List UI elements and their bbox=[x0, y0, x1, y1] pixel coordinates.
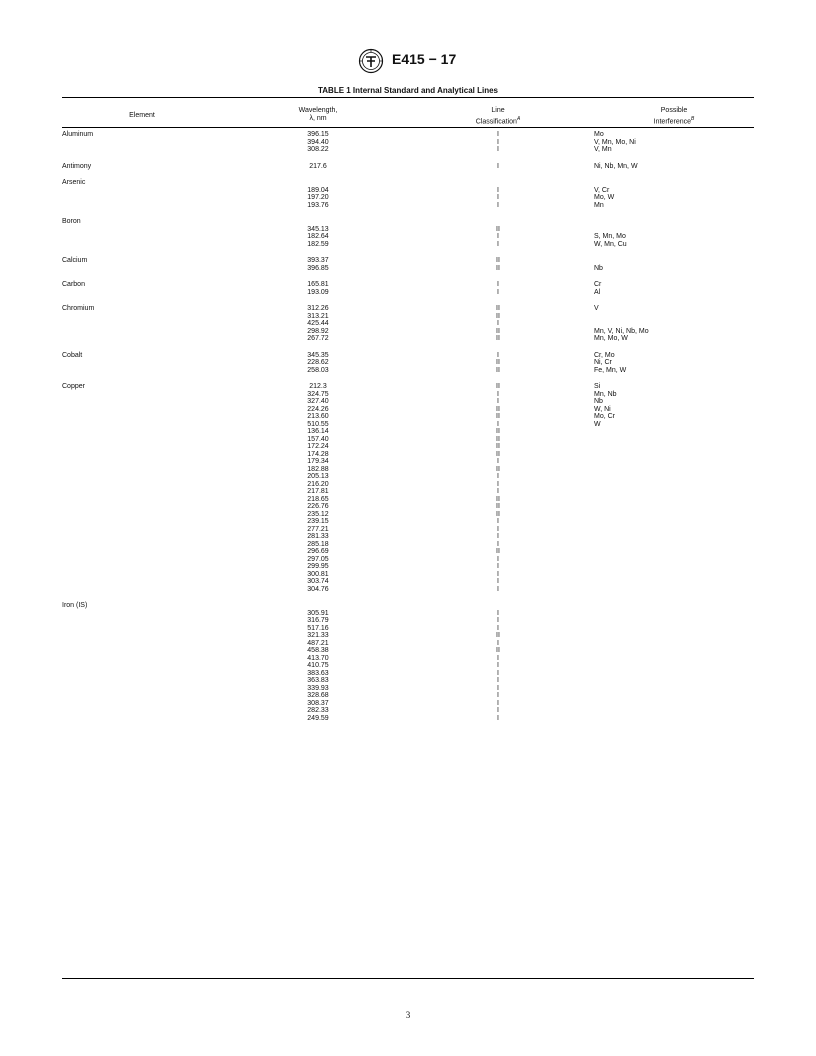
element-name: Copper bbox=[62, 383, 85, 390]
classification-cell: II bbox=[496, 366, 500, 374]
table-row bbox=[0, 436, 816, 444]
interference-cell: Mn bbox=[594, 201, 604, 209]
table-row bbox=[0, 359, 816, 367]
classification-cell: I bbox=[497, 458, 499, 465]
column-header-classification-line2: Classification bbox=[475, 118, 517, 126]
page-header bbox=[0, 48, 816, 76]
wavelength-cell: 205.13 bbox=[307, 473, 329, 480]
classification-cell: I bbox=[497, 240, 499, 248]
table-row bbox=[0, 281, 816, 289]
wavelength-cell: 394.40 bbox=[307, 138, 329, 146]
wavelength-cell: 517.16 bbox=[307, 624, 329, 632]
table-row bbox=[0, 640, 816, 648]
table-row bbox=[0, 421, 816, 429]
classification-cell: I bbox=[497, 525, 499, 533]
table-row bbox=[0, 533, 816, 541]
wavelength-cell: 136.14 bbox=[307, 428, 329, 435]
classification-cell: II bbox=[496, 335, 500, 342]
classification-cell: I bbox=[497, 138, 499, 146]
table-row bbox=[0, 367, 816, 375]
table-row bbox=[0, 451, 816, 459]
wavelength-cell: 285.18 bbox=[307, 540, 329, 548]
wavelength-cell: 393.37 bbox=[307, 257, 329, 264]
wavelength-cell: 396.85 bbox=[307, 264, 329, 272]
wavelength-cell: 296.69 bbox=[307, 548, 329, 555]
column-header-wavelength bbox=[268, 107, 368, 123]
table-row bbox=[0, 677, 816, 685]
table-row bbox=[0, 670, 816, 678]
wavelength-cell: 197.20 bbox=[307, 194, 329, 201]
interference-cell: Mn, Nb bbox=[594, 390, 617, 398]
wavelength-cell: 297.05 bbox=[307, 555, 329, 563]
element-name: Iron (IS) bbox=[62, 602, 88, 609]
interference-cell: V, Mn, Mo, Ni bbox=[594, 138, 636, 146]
table-row bbox=[0, 233, 816, 241]
table-row bbox=[0, 602, 816, 610]
table-row bbox=[0, 257, 816, 265]
wavelength-cell: 228.62 bbox=[307, 359, 329, 366]
wavelength-cell: 172.24 bbox=[307, 443, 329, 450]
wavelength-cell: 249.59 bbox=[307, 714, 329, 722]
table-row bbox=[0, 320, 816, 328]
table-top-rule bbox=[62, 97, 754, 98]
classification-cell: I bbox=[497, 669, 499, 677]
table-row bbox=[0, 526, 816, 534]
classification-cell: II bbox=[496, 264, 500, 272]
table-row bbox=[0, 218, 816, 226]
wavelength-cell: 413.70 bbox=[307, 654, 329, 662]
interference-cell: V, Mn bbox=[594, 146, 612, 153]
column-header-classification-line1: Line bbox=[491, 107, 505, 114]
classification-cell: II bbox=[496, 257, 500, 264]
classification-cell: I bbox=[497, 233, 499, 240]
classification-cell: II bbox=[496, 548, 500, 555]
table-row bbox=[0, 541, 816, 549]
element-group bbox=[0, 305, 816, 343]
wavelength-cell: 363.83 bbox=[307, 677, 329, 684]
wavelength-cell: 212.3 bbox=[309, 383, 327, 390]
table-row bbox=[0, 662, 816, 670]
wavelength-cell: 313.21 bbox=[307, 312, 329, 320]
classification-cell: I bbox=[497, 585, 499, 593]
element-group bbox=[0, 281, 816, 296]
page-number: 3 bbox=[405, 1010, 411, 1020]
wavelength-cell: 189.04 bbox=[307, 186, 329, 194]
wavelength-cell: 224.26 bbox=[307, 405, 329, 413]
table-row bbox=[0, 305, 816, 313]
classification-cell: I bbox=[497, 662, 499, 669]
wavelength-cell: 239.15 bbox=[307, 518, 329, 525]
wavelength-cell: 487.21 bbox=[307, 639, 329, 647]
wavelength-cell: 165.81 bbox=[307, 281, 329, 288]
classification-cell: II bbox=[496, 647, 500, 654]
element-name: Antimony bbox=[62, 162, 92, 170]
element-name: Chromium bbox=[62, 305, 95, 312]
interference-cell: Ni, Cr bbox=[594, 359, 612, 366]
classification-cell: I bbox=[497, 639, 499, 647]
wavelength-cell: 182.88 bbox=[307, 465, 329, 473]
classification-cell: I bbox=[497, 707, 499, 714]
interference-cell: Fe, Mn, W bbox=[594, 366, 627, 374]
wavelength-cell: 298.92 bbox=[307, 327, 329, 335]
footnote-marker-b: B bbox=[691, 116, 695, 122]
classification-cell: I bbox=[497, 480, 499, 488]
classification-cell: I bbox=[497, 684, 499, 692]
table-row bbox=[0, 586, 816, 594]
classification-cell: I bbox=[497, 201, 499, 209]
wavelength-cell: 316.79 bbox=[307, 617, 329, 624]
table-row bbox=[0, 413, 816, 421]
wavelength-cell: 345.35 bbox=[307, 351, 329, 359]
table-row bbox=[0, 466, 816, 474]
wavelength-cell: 308.37 bbox=[307, 699, 329, 707]
table-row bbox=[0, 265, 816, 273]
wavelength-cell: 282.33 bbox=[307, 707, 329, 714]
table-row bbox=[0, 496, 816, 504]
classification-cell: I bbox=[497, 351, 499, 359]
classification-cell: I bbox=[497, 320, 499, 327]
classification-cell: I bbox=[497, 540, 499, 548]
element-group bbox=[0, 131, 816, 154]
classification-cell: I bbox=[497, 194, 499, 201]
classification-cell: I bbox=[497, 692, 499, 699]
wavelength-cell: 193.76 bbox=[307, 201, 329, 209]
classification-cell: I bbox=[497, 609, 499, 617]
table-row bbox=[0, 146, 816, 154]
interference-cell: Cr bbox=[594, 281, 602, 288]
classification-cell: II bbox=[496, 443, 500, 450]
classification-cell: II bbox=[496, 465, 500, 473]
table-row bbox=[0, 352, 816, 360]
table-bottom-rule bbox=[62, 978, 754, 979]
table-header-rule bbox=[62, 127, 754, 128]
interference-cell: Mo, Cr bbox=[594, 413, 615, 420]
column-header-element-label: Element bbox=[129, 112, 155, 119]
table-row bbox=[0, 391, 816, 399]
interference-cell: W, Ni bbox=[594, 405, 611, 413]
element-name: Aluminum bbox=[62, 131, 94, 138]
wavelength-cell: 277.21 bbox=[307, 525, 329, 533]
table-row bbox=[0, 610, 816, 618]
element-group bbox=[0, 163, 816, 171]
element-group bbox=[0, 602, 816, 722]
interference-cell: V, Cr bbox=[594, 186, 610, 194]
classification-cell: II bbox=[496, 359, 500, 366]
classification-cell: II bbox=[496, 225, 500, 233]
classification-cell: I bbox=[497, 555, 499, 563]
classification-cell: II bbox=[496, 312, 500, 320]
classification-cell: I bbox=[497, 473, 499, 480]
table-row bbox=[0, 443, 816, 451]
classification-cell: II bbox=[496, 305, 500, 312]
classification-cell: II bbox=[496, 450, 500, 458]
wavelength-cell: 299.95 bbox=[307, 563, 329, 570]
wavelength-cell: 410.75 bbox=[307, 662, 329, 669]
classification-cell: I bbox=[497, 624, 499, 632]
element-name: Arsenic bbox=[62, 179, 86, 186]
classification-cell: I bbox=[497, 288, 499, 296]
classification-cell: I bbox=[497, 420, 499, 428]
classification-cell: II bbox=[496, 413, 500, 420]
table-row bbox=[0, 383, 816, 391]
table-row bbox=[0, 511, 816, 519]
interference-cell: W bbox=[594, 420, 601, 428]
table-row bbox=[0, 335, 816, 343]
classification-cell: II bbox=[496, 435, 500, 443]
wavelength-cell: 339.93 bbox=[307, 684, 329, 692]
classification-cell: II bbox=[496, 327, 500, 335]
wavelength-cell: 235.12 bbox=[307, 510, 329, 518]
classification-cell: II bbox=[496, 632, 500, 639]
classification-cell: I bbox=[497, 563, 499, 570]
classification-cell: I bbox=[497, 398, 499, 405]
table-row bbox=[0, 685, 816, 693]
wavelength-cell: 383.63 bbox=[307, 669, 329, 677]
table-row bbox=[0, 617, 816, 625]
element-name: Cobalt bbox=[62, 351, 83, 359]
wavelength-cell: 396.15 bbox=[307, 131, 329, 138]
classification-cell: I bbox=[497, 146, 499, 153]
footnote-marker-a: A bbox=[516, 116, 521, 122]
wavelength-cell: 328.68 bbox=[307, 692, 329, 699]
classification-cell: II bbox=[496, 383, 500, 390]
wavelength-cell: 303.74 bbox=[307, 578, 329, 585]
interference-cell: Al bbox=[594, 288, 601, 296]
interference-cell: Ni, Nb, Mn, W bbox=[594, 162, 638, 170]
interference-cell: V bbox=[594, 305, 599, 312]
classification-cell: I bbox=[497, 533, 499, 540]
classification-cell: I bbox=[497, 281, 499, 288]
table-row bbox=[0, 328, 816, 336]
wavelength-cell: 324.75 bbox=[307, 390, 329, 398]
wavelength-cell: 304.76 bbox=[307, 585, 329, 593]
classification-cell: II bbox=[496, 405, 500, 413]
element-group bbox=[0, 179, 816, 209]
interference-cell: Mo bbox=[594, 131, 604, 138]
table-row bbox=[0, 571, 816, 579]
table-row bbox=[0, 707, 816, 715]
table-row bbox=[0, 458, 816, 466]
wavelength-cell: 281.33 bbox=[307, 533, 329, 540]
table-row bbox=[0, 488, 816, 496]
table-row bbox=[0, 313, 816, 321]
table-row bbox=[0, 473, 816, 481]
wavelength-cell: 267.72 bbox=[307, 335, 329, 342]
column-header-interference-line1: Possible bbox=[660, 107, 688, 114]
table-row bbox=[0, 187, 816, 195]
classification-cell: I bbox=[497, 578, 499, 585]
document-id: E415 − 17 bbox=[392, 51, 457, 67]
wavelength-cell: 193.09 bbox=[307, 288, 329, 296]
astm-logo-icon bbox=[358, 48, 384, 74]
wavelength-cell: 458.38 bbox=[307, 647, 329, 654]
table-row bbox=[0, 179, 816, 187]
element-group bbox=[0, 218, 816, 248]
table-row bbox=[0, 226, 816, 234]
column-header-classification bbox=[448, 107, 548, 126]
wavelength-cell: 226.76 bbox=[307, 503, 329, 510]
table-row bbox=[0, 428, 816, 436]
classification-cell: II bbox=[496, 510, 500, 518]
table-row bbox=[0, 578, 816, 586]
classification-cell: I bbox=[497, 677, 499, 684]
column-header-wavelength-line1: Wavelength, bbox=[298, 107, 338, 114]
wavelength-cell: 321.33 bbox=[307, 632, 329, 639]
classification-cell: I bbox=[497, 654, 499, 662]
table-row bbox=[0, 692, 816, 700]
table-row bbox=[0, 194, 816, 202]
interference-cell: W, Mn, Cu bbox=[594, 240, 627, 248]
table-row bbox=[0, 289, 816, 297]
interference-cell: Si bbox=[594, 383, 601, 390]
column-header-wavelength-line2: λ, nm bbox=[309, 115, 327, 122]
wavelength-cell: 327.40 bbox=[307, 398, 329, 405]
classification-cell: I bbox=[497, 488, 499, 495]
wavelength-cell: 216.20 bbox=[307, 480, 329, 488]
table-row bbox=[0, 406, 816, 414]
table-body bbox=[0, 131, 816, 731]
table-row bbox=[0, 625, 816, 633]
table-row bbox=[0, 518, 816, 526]
wavelength-cell: 218.65 bbox=[307, 495, 329, 503]
table-row bbox=[0, 503, 816, 511]
element-group bbox=[0, 352, 816, 375]
column-header-element bbox=[62, 112, 222, 120]
wavelength-cell: 300.81 bbox=[307, 570, 329, 578]
interference-cell: Cr, Mo bbox=[594, 351, 615, 359]
interference-cell: Mn, Mo, W bbox=[594, 335, 628, 342]
table-row bbox=[0, 139, 816, 147]
wavelength-cell: 213.60 bbox=[307, 413, 329, 420]
wavelength-cell: 510.55 bbox=[307, 420, 329, 428]
wavelength-cell: 312.26 bbox=[307, 305, 329, 312]
classification-cell: I bbox=[497, 714, 499, 722]
element-name: Calcium bbox=[62, 257, 88, 264]
interference-cell: Mo, W bbox=[594, 194, 615, 201]
table-row bbox=[0, 632, 816, 640]
table-row bbox=[0, 241, 816, 249]
column-header-interference bbox=[614, 107, 734, 126]
interference-cell: S, Mn, Mo bbox=[594, 233, 626, 240]
wavelength-cell: 179.34 bbox=[307, 458, 329, 465]
table-row bbox=[0, 548, 816, 556]
table-row bbox=[0, 163, 816, 171]
table-row bbox=[0, 700, 816, 708]
table-row bbox=[0, 715, 816, 723]
interference-cell: Nb bbox=[594, 398, 603, 405]
interference-cell: Mn, V, Ni, Nb, Mo bbox=[594, 327, 649, 335]
table-row bbox=[0, 131, 816, 139]
column-header-interference-line2: Interference bbox=[653, 118, 691, 126]
table-row bbox=[0, 563, 816, 571]
classification-cell: I bbox=[497, 518, 499, 525]
wavelength-cell: 182.59 bbox=[307, 240, 329, 248]
wavelength-cell: 258.03 bbox=[307, 366, 329, 374]
wavelength-cell: 157.40 bbox=[307, 435, 329, 443]
table-row bbox=[0, 655, 816, 663]
table-row bbox=[0, 202, 816, 210]
wavelength-cell: 217.81 bbox=[307, 488, 329, 495]
table-row bbox=[0, 398, 816, 406]
wavelength-cell: 174.28 bbox=[307, 450, 329, 458]
wavelength-cell: 345.13 bbox=[307, 225, 329, 233]
table-row bbox=[0, 647, 816, 655]
classification-cell: II bbox=[496, 503, 500, 510]
element-name: Carbon bbox=[62, 281, 85, 288]
element-group bbox=[0, 257, 816, 272]
element-group bbox=[0, 383, 816, 593]
classification-cell: I bbox=[497, 186, 499, 194]
classification-cell: I bbox=[497, 570, 499, 578]
classification-cell: I bbox=[497, 131, 499, 138]
classification-cell: I bbox=[497, 699, 499, 707]
classification-cell: II bbox=[496, 428, 500, 435]
wavelength-cell: 182.64 bbox=[307, 233, 329, 240]
wavelength-cell: 308.22 bbox=[307, 146, 329, 153]
classification-cell: I bbox=[497, 390, 499, 398]
wavelength-cell: 425.44 bbox=[307, 320, 329, 327]
table-title: TABLE 1 Internal Standard and Analytical Lines bbox=[317, 86, 499, 95]
table-row bbox=[0, 556, 816, 564]
wavelength-cell: 305.91 bbox=[307, 609, 329, 617]
table-row bbox=[0, 481, 816, 489]
wavelength-cell: 217.6 bbox=[309, 162, 327, 170]
classification-cell: I bbox=[497, 162, 499, 170]
classification-cell: I bbox=[497, 617, 499, 624]
classification-cell: II bbox=[496, 495, 500, 503]
interference-cell: Nb bbox=[594, 264, 603, 272]
element-name: Boron bbox=[62, 218, 81, 225]
